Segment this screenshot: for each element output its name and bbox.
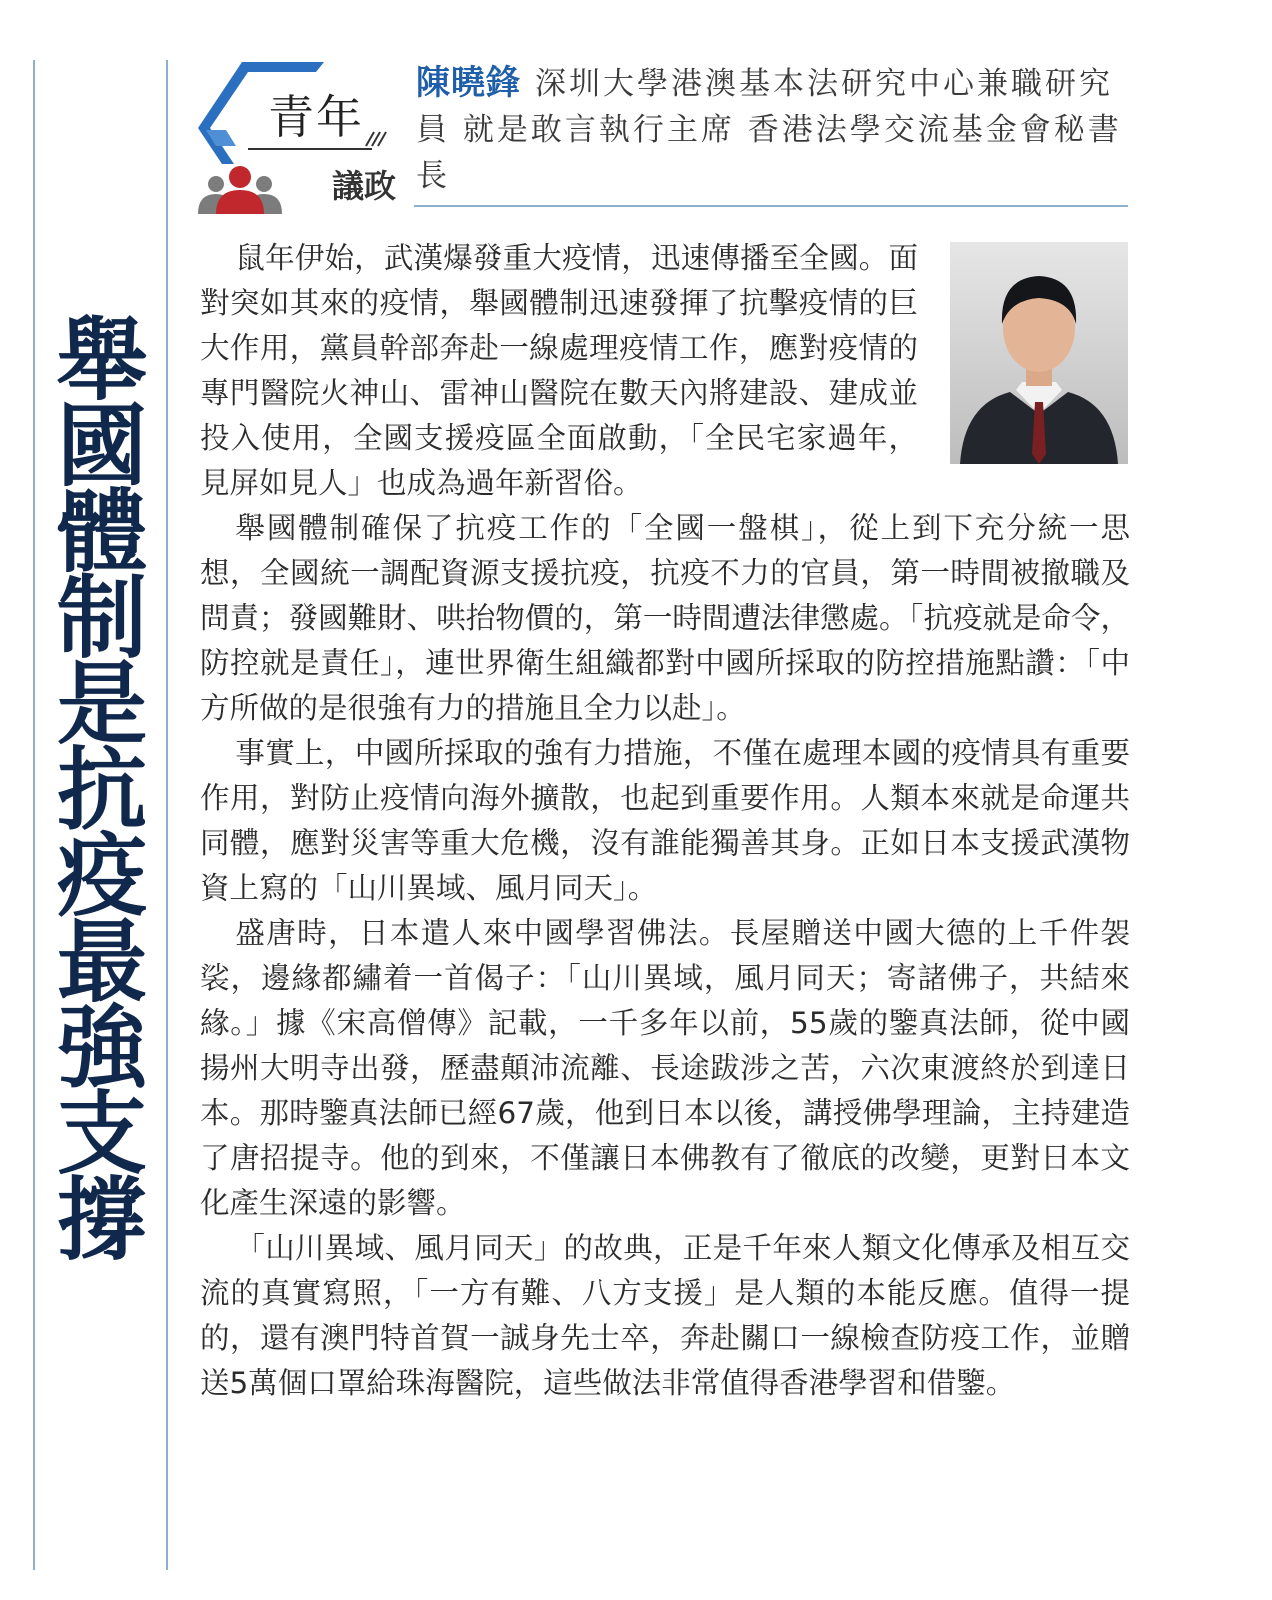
headline-char: 體 xyxy=(57,480,147,585)
headline-char: 撐 xyxy=(57,1168,147,1273)
logo-slash-marks xyxy=(366,132,386,146)
article-body xyxy=(200,236,1130,1406)
paragraph: 盛唐時，日本遣人來中國學習佛法。長屋贈送中國大德的上千件袈裟，邊緣都繡着一首偈子：「山川異域，風月同天；寄諸佛子，共結來緣。」據《宋高僧傳》記載，一千多年以前，55歲的鑒真法師，從中國揚州大明寺出發，歷盡顛沛流離、長途跋涉之苦，六次東渡終於到達日本。那時鑒真法師已經67歲，他到日本以後，講授佛學理論，主持建造了唐招提寺。他的到來，不僅讓日本佛教有了徹底的改變，更對日本文化產生深遠的影響。 xyxy=(200,916,1130,1220)
column-subtitle: 議政 xyxy=(332,167,397,205)
headline-char: 制 xyxy=(57,566,147,671)
headline-char: 支 xyxy=(57,1082,147,1187)
headline-char: 最 xyxy=(57,910,147,1015)
column-title: 青年 xyxy=(268,90,364,144)
author-affiliation: 深圳大學港澳基本法研究中心兼職研究員 就是敢言執行主席 香港法學交流基金會秘書長 xyxy=(416,66,1122,194)
left-vertical-rule xyxy=(33,60,35,1570)
paragraph: 鼠年伊始，武漢爆發重大疫情，迅速傳播至全國。面對突如其來的疫情，舉國體制迅速發揮了抗擊疫情的巨大作用，黨員幹部奔赴一線處理疫情工作，應對疫情的專門醫院火神山、雷神山醫院在數天內將建設、建成並投入使用，全國支援疫區全面啟動，「全民宅家過年，見屏如見人」也成為過年新習俗。 xyxy=(200,241,918,500)
headline-char: 國 xyxy=(57,394,147,499)
headline-char: 是 xyxy=(57,652,147,757)
byline xyxy=(416,60,1128,199)
paragraph: 舉國體制確保了抗疫工作的「全國一盤棋」，從上到下充分統一思想，全國統一調配資源支援抗疫，抗疫不力的官員，第一時間被撤職及問責；發國難財、哄抬物價的，第一時間遭法律懲處。「抗疫就是命令，防控就是責任」，連世界衛生組織都對中國所採取的防控措施點讚：「中方所做的是很強有力的措施且全力以赴」。 xyxy=(200,511,1130,725)
headline-char: 強 xyxy=(57,996,147,1101)
paragraph: 「山川異域、風月同天」的故典，正是千年來人類文化傳承及相互交流的真實寫照，「一方有難、八方支援」是人類的本能反應。值得一提的，還有澳門特首賀一誠身先士卒，奔赴關口一線檢查防疫工作，並贈送5萬個口罩給珠海醫院，這些做法非常值得香港學習和借鑒。 xyxy=(200,1231,1130,1400)
headline xyxy=(50,308,154,1273)
people-icon xyxy=(198,166,282,214)
headline-char: 舉 xyxy=(57,308,147,413)
paragraph: 事實上，中國所採取的強有力措施，不僅在處理本國的疫情具有重要作用，對防止疫情向海外擴散，也起到重要作用。人類本來就是命運共同體，應對災害等重大危機，沒有誰能獨善其身。正如日本支援武漢物資上寫的「山川異域、風月同天」。 xyxy=(200,736,1130,905)
headline-char: 抗 xyxy=(57,738,147,843)
author-name: 陳曉鋒 xyxy=(416,63,521,103)
headline-char: 疫 xyxy=(57,824,147,929)
column-divider-rule xyxy=(166,60,168,1570)
byline-rule xyxy=(414,205,1128,207)
